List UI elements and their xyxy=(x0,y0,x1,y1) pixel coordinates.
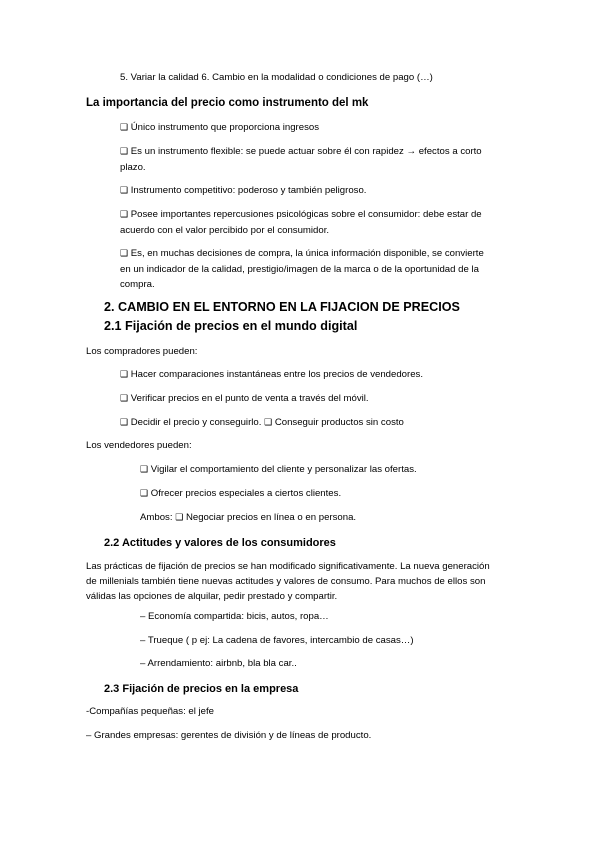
checkbox-icon: ❑ xyxy=(120,186,129,196)
checkbox-icon: ❑ xyxy=(140,489,149,499)
list-item: – Economía compartida: bicis, autos, ropa… xyxy=(140,611,329,622)
list-item: Ambos: ❑ Negociar precios en línea o en persona. xyxy=(140,512,357,523)
list-item: ❑ Posee importantes repercusiones psicológicas sobre el consumidor: debe estar de xyxy=(120,209,482,220)
subsection-heading: 2.2 Actitudes y valores de los consumidores xyxy=(104,537,336,549)
text-line: – Grandes empresas: gerentes de división y de líneas de producto. xyxy=(86,730,372,741)
list-item: ❑ Es, en muchas decisiones de compra, la única información disponible, se convierte xyxy=(120,248,484,259)
checkbox-icon: ❑ xyxy=(140,465,149,475)
paragraph-line: de millenials también tiene nuevas actitudes y valores de consumo. Para muchos de ellos son xyxy=(86,576,486,587)
list-item: ❑ Verificar precios en el punto de venta a través del móvil. xyxy=(120,393,369,404)
list-item: ❑ Único instrumento que proporciona ingresos xyxy=(120,122,319,133)
checkbox-icon: ❑ xyxy=(120,394,129,404)
checkbox-icon: ❑ xyxy=(120,147,129,157)
list-item: ❑ Hacer comparaciones instantáneas entre los precios de vendedores. xyxy=(120,369,423,380)
checkbox-icon: ❑ xyxy=(264,418,273,428)
section-heading: 2. CAMBIO EN EL ENTORNO EN LA FIJACION DE PRECIOS xyxy=(104,300,460,314)
paragraph-line: válidas las opciones de alquilar, pedir prestado y compartir. xyxy=(86,591,338,602)
subsection-heading: 2.1 Fijación de precios en el mundo digital xyxy=(104,319,358,333)
list-item: ❑ Decidir el precio y conseguirlo. ❑ Conseguir productos sin costo xyxy=(120,417,404,428)
checkbox-icon: ❑ xyxy=(175,513,184,523)
list-item: – Trueque ( p ej: La cadena de favores, intercambio de casas…) xyxy=(140,635,414,646)
list-item-continuation: compra. xyxy=(120,279,155,290)
list-item: ❑ Instrumento competitivo: poderoso y también peligroso. xyxy=(120,185,367,196)
section-heading: La importancia del precio como instrumento del mk xyxy=(86,97,369,109)
checkbox-icon: ❑ xyxy=(120,210,129,220)
list-item-continuation: plazo. xyxy=(120,162,146,173)
list-item: ❑ Vigilar el comportamiento del cliente y personalizar las ofertas. xyxy=(140,464,417,475)
checkbox-icon: ❑ xyxy=(120,123,129,133)
text-line: Los vendedores pueden: xyxy=(86,440,192,451)
list-item: ❑ Es un instrumento flexible: se puede actuar sobre él con rapidez → efectos a corto xyxy=(120,146,482,157)
list-item: – Arrendamiento: airbnb, bla bla car.. xyxy=(140,658,297,669)
checkbox-icon: ❑ xyxy=(120,370,129,380)
list-item-continuation: acuerdo con el valor percibido por el consumidor. xyxy=(120,225,330,236)
list-item: ❑ Ofrecer precios especiales a ciertos clientes. xyxy=(140,488,342,499)
checkbox-icon: ❑ xyxy=(120,249,129,259)
paragraph-line: Las prácticas de fijación de precios se han modificado significativamente. La nueva generación xyxy=(86,561,490,572)
text-line: -Compañías pequeñas: el jefe xyxy=(86,706,214,717)
list-item-continuation: en un indicador de la calidad, prestigio/imagen de la marca o de la oportunidad de la xyxy=(120,264,479,275)
text-line: Los compradores pueden: xyxy=(86,346,198,357)
text-line: 5. Variar la calidad 6. Cambio en la modalidad o condiciones de pago (…) xyxy=(120,72,433,83)
subsection-heading: 2.3 Fijación de precios en la empresa xyxy=(104,683,299,695)
checkbox-icon: ❑ xyxy=(120,418,129,428)
